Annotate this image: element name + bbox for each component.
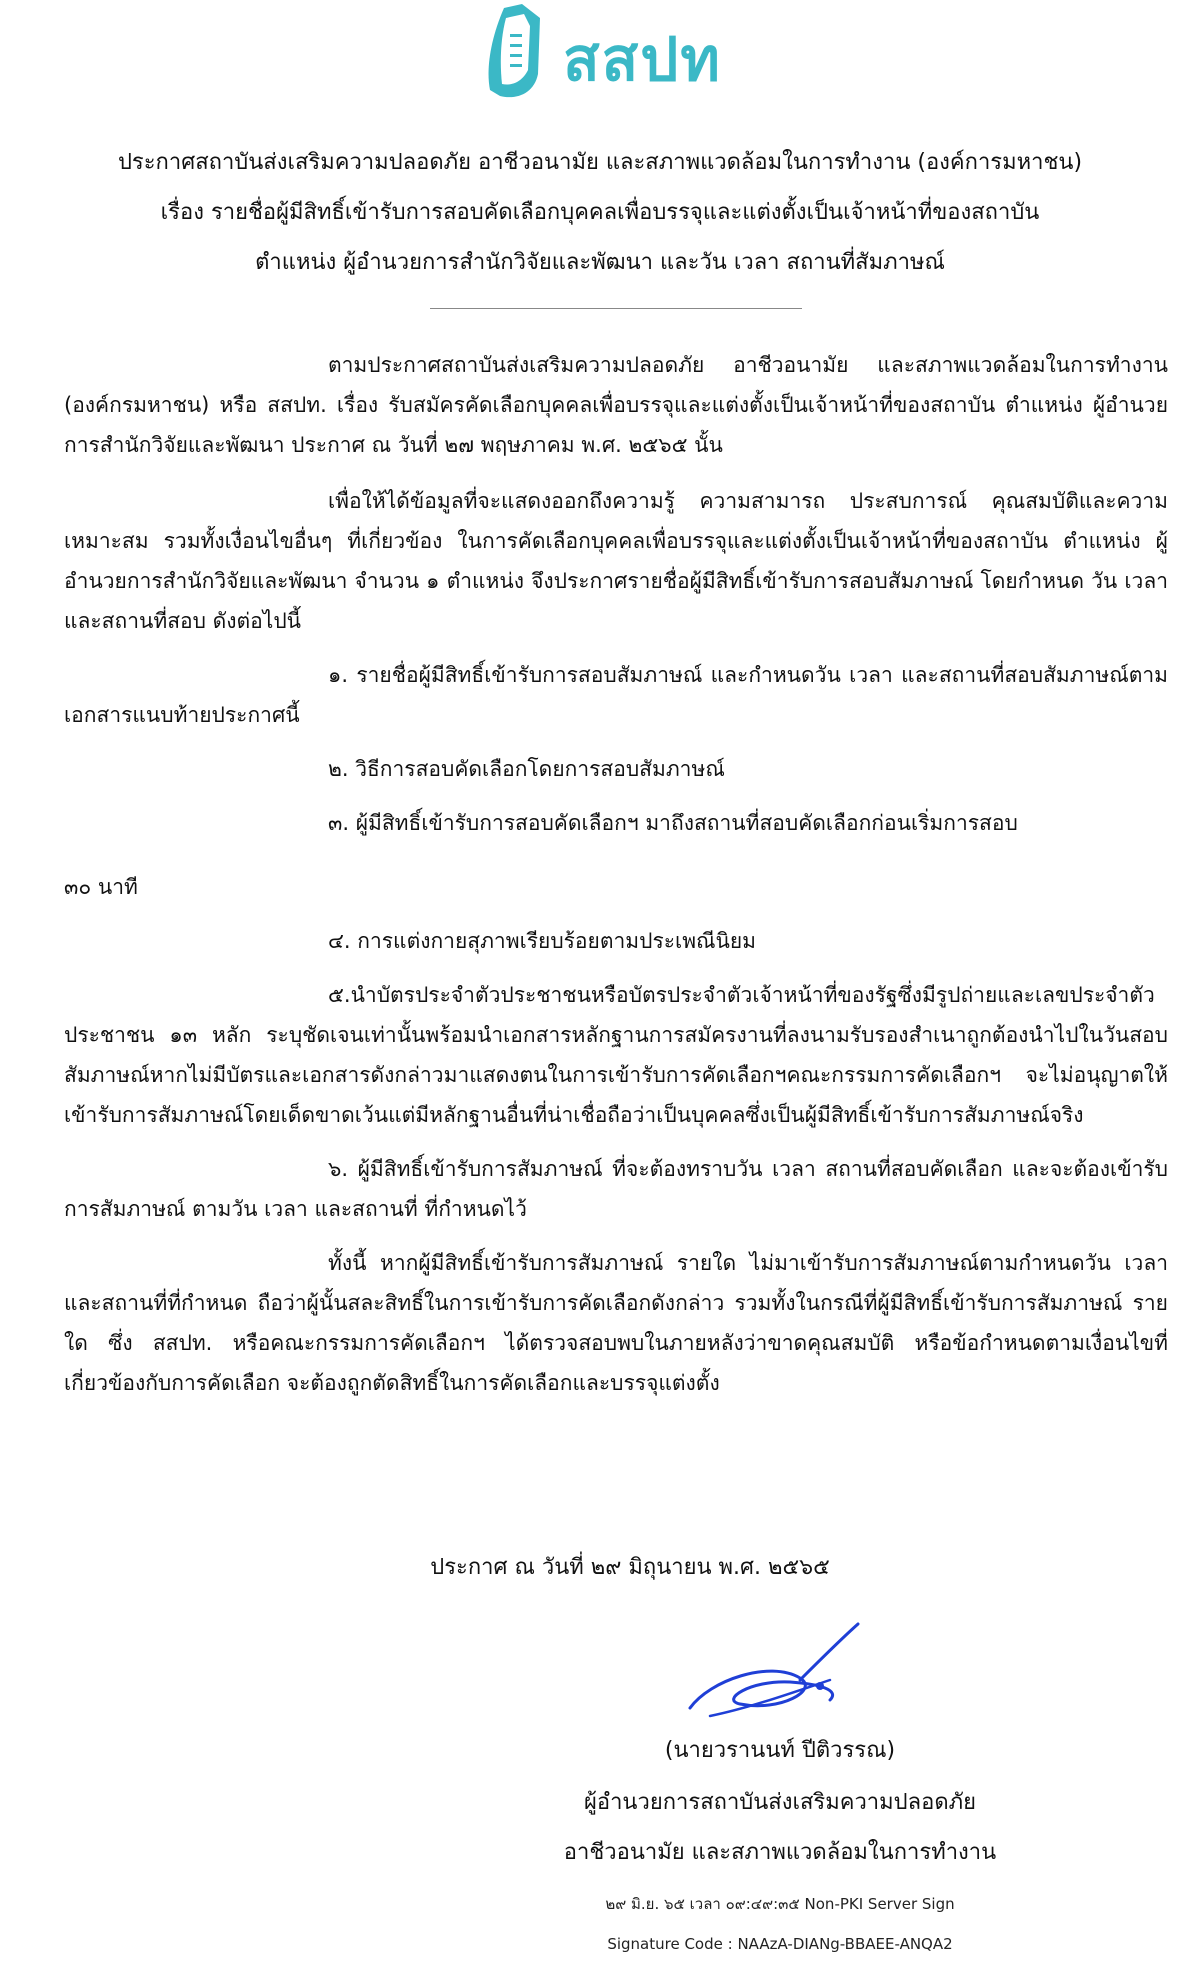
paragraph-reference: ตามประกาศสถาบันส่งเสริมความปลอดภัย อาชีวอนามัย และสภาพแวดล้อมในการทำงาน (องค์กรมหาชน) หรือ สสปท. เรื่อง รับสมัครคัดเลือกบุคคลเพื่อบรรจุและแต่งตั้งเป็นเจ้าหน้าที่ของสถาบัน ตำแหน่ง ผู้อำนวยการสำนักวิจัยและพัฒนา ประกาศ ณ วันที่ ๒๗ พฤษภาคม พ.ศ. ๒๕๖๕ นั้น <box>64 353 1168 457</box>
signer-name: (นายวรานนท์ ปีติวรรณ) <box>664 1738 896 1763</box>
list-item-5: ๕.นำบัตรประจำตัวประชาชนหรือบัตรประจำตัวเจ้าหน้าที่ของรัฐซึ่งมีรูปถ่ายและเลขประจำตัวประชาชน ๑๓ หลัก ระบุชัดเจนเท่านั้นพร้อมนำเอกสารหลักฐานการสมัครงานที่ลงนามรับรองสำเนาถูกต้องนำไปในวันสอบสัมภาษณ์หากไม่มีบัตรและเอกสารดังกล่าวมาแสดงตนในการเข้ารับการคัดเลือกฯคณะกรรมการคัดเลือกฯ จะไม่อนุญาตให้เข้ารับการสัมภาษณ์โดยเด็ดขาดเว้นแต่มีหลักฐานอื่นที่น่าเชื่อถือว่าเป็นบุคคลซึ่งเป็นผู้มีสิทธิ์เข้ารับการสัมภาษณ์จริง <box>64 983 1168 1127</box>
list-item-1: ๑. รายชื่อผู้มีสิทธิ์เข้ารับการสอบสัมภาษณ์ และกำหนดวัน เวลา และสถานที่สอบสัมภาษณ์ตามเอกสารแนบท้ายประกาศนี้ <box>64 663 1168 727</box>
handwritten-signature <box>680 1620 880 1730</box>
paragraph-closing: ทั้งนี้ หากผู้มีสิทธิ์เข้ารับการสัมภาษณ์ รายใด ไม่มาเข้ารับการสัมภาษณ์ตามกำหนดวัน เวลา และสถานที่ที่กำหนด ถือว่าผู้นั้นสละสิทธิ์ในการเข้ารับการคัดเลือกดังกล่าว รวมทั้งในกรณีที่ผู้มีสิทธิ์เข้ารับการสัมภาษณ์ รายใด ซึ่ง สสปท. หรือคณะกรรมการคัดเลือกฯ ได้ตรวจสอบพบในภายหลังว่าขาดคุณสมบัติ หรือข้อกำหนดตามเงื่อนไขที่เกี่ยวข้องกับการคัดเลือก จะต้องถูกตัดสิทธิ์ในการคัดเลือกและบรรจุแต่งตั้ง <box>64 1251 1168 1395</box>
logo-wordmark: สสปท <box>563 25 722 95</box>
header-divider <box>430 308 802 309</box>
paragraph-purpose: เพื่อให้ได้ข้อมูลที่จะแสดงออกถึงความรู้ ความสามารถ ประสบการณ์ คุณสมบัติและความเหมาะสม รวมทั้งเงื่อนไขอื่นๆ ที่เกี่ยวข้อง ในการคัดเลือกบุคคลเพื่อบรรจุและแต่งตั้งเป็นเจ้าหน้าที่ของสถาบัน ตำแหน่ง ผู้อำนวยการสำนักวิจัยและพัฒนา จำนวน ๑ ตำแหน่ง จึงประกาศรายชื่อผู้มีสิทธิ์เข้ารับการสอบสัมภาษณ์ โดยกำหนด วัน เวลา และสถานที่สอบ ดังต่อไปนี้ <box>64 489 1168 633</box>
announcement-subject: เรื่อง รายชื่อผู้มีสิทธิ์เข้ารับการสอบคัดเลือกบุคคลเพื่อบรรจุและแต่งตั้งเป็นเจ้าหน้าที่ของสถาบัน <box>160 200 1040 225</box>
list-item-6: ๖. ผู้มีสิทธิ์เข้ารับการสัมภาษณ์ ที่จะต้องทราบวัน เวลา สถานที่สอบคัดเลือก และจะต้องเข้ารับการสัมภาษณ์ ตามวัน เวลา และสถานที่ ที่กำหนดไว้ <box>64 1157 1168 1221</box>
leaf-building-icon <box>489 4 540 97</box>
signature-code: Signature Code : NAAzA-DIANg-BBAEE-ANQA2 <box>607 1935 953 1953</box>
list-item-2: ๒. วิธีการสอบคัดเลือกโดยการสอบสัมภาษณ์ <box>328 757 725 781</box>
announcement-position: ตำแหน่ง ผู้อำนวยการสำนักวิจัยและพัฒนา และวัน เวลา สถานที่สัมภาษณ์ <box>255 250 945 275</box>
sign-timestamp: ๒๙ มิ.ย. ๖๕ เวลา ๐๙:๔๙:๓๕ Non-PKI Server Sign <box>605 1895 955 1913</box>
signer-title-continued: อาชีวอนามัย และสภาพแวดล้อมในการทำงาน <box>563 1840 997 1865</box>
list-item-4: ๔. การแต่งกายสุภาพเรียบร้อยตามประเพณีนิยม <box>328 929 757 953</box>
announcement-body <box>64 345 1168 1403</box>
announcement-title: ประกาศสถาบันส่งเสริมความปลอดภัย อาชีวอนามัย และสภาพแวดล้อมในการทำงาน (องค์การมหาชน) <box>117 150 1083 175</box>
signer-title: ผู้อำนวยการสถาบันส่งเสริมความปลอดภัย <box>583 1790 977 1815</box>
list-item-3-continued: ๓๐ นาที <box>64 875 138 899</box>
list-item-3: ๓. ผู้มีสิทธิ์เข้ารับการสอบคัดเลือกฯ มาถึงสถานที่สอบคัดเลือกก่อนเริ่มการสอบ <box>328 811 1018 835</box>
announcement-date: ประกาศ ณ วันที่ ๒๙ มิถุนายน พ.ศ. ๒๕๖๕ <box>430 1555 830 1580</box>
